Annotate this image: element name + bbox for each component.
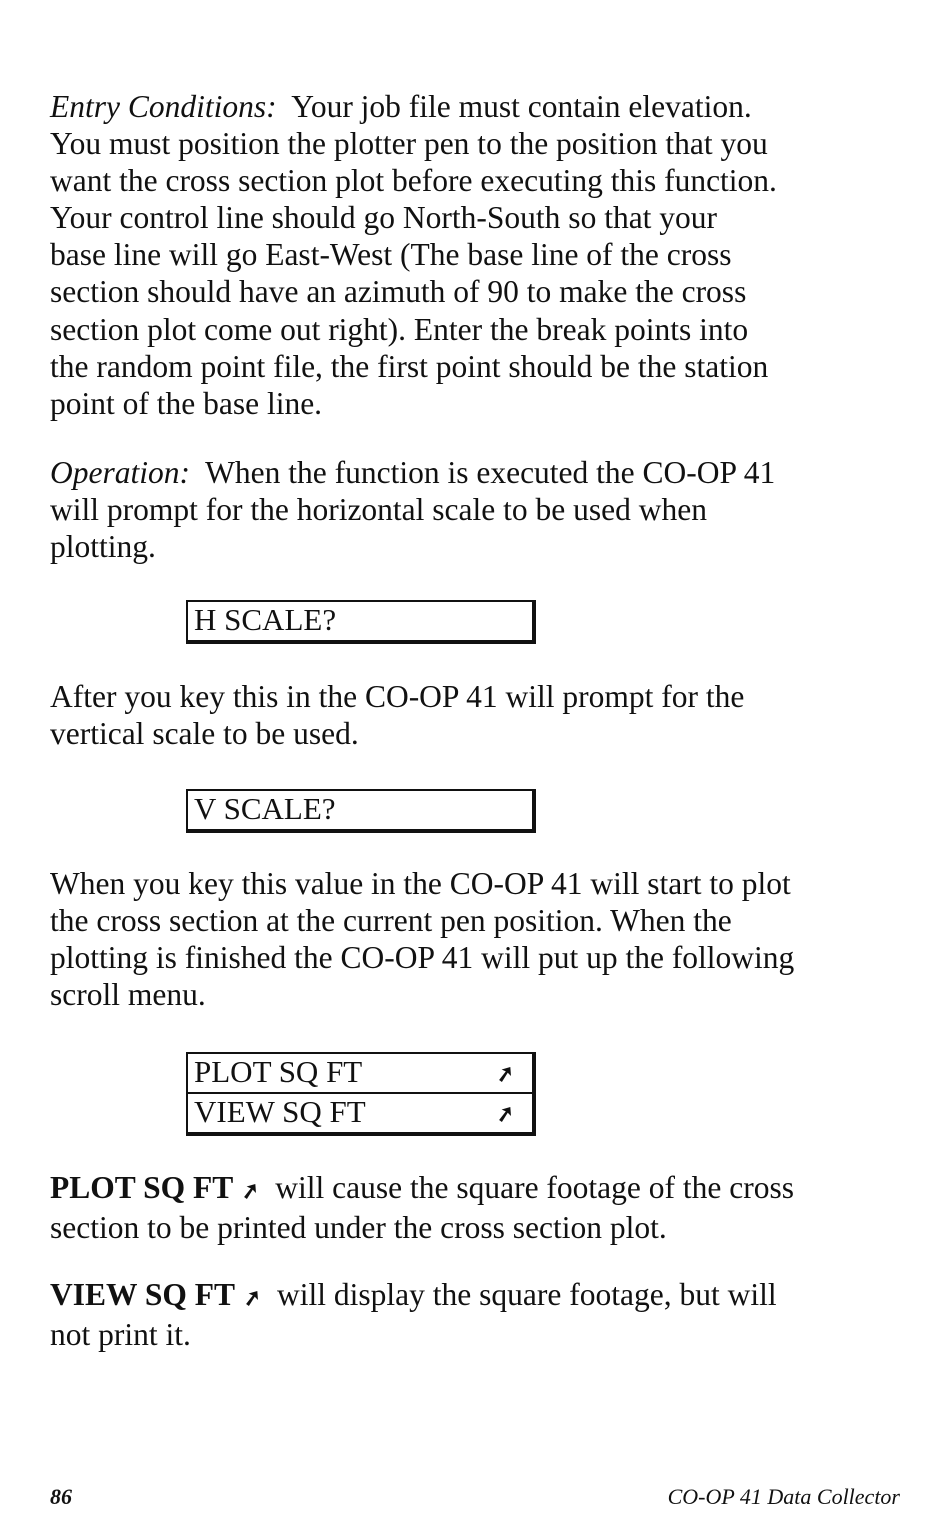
entry-line-6: section should have an azimuth of 90 to make the cross: [50, 274, 747, 310]
operation-label: Operation:: [50, 455, 190, 490]
enter-arrow-icon: ➚: [493, 1059, 516, 1088]
entry-conditions-paragraph: [50, 88, 920, 422]
when-key-line-1: When you key this value in the CO-OP 41 will start to plot: [50, 866, 791, 901]
view-sq-ft-term: VIEW SQ FT: [50, 1277, 235, 1312]
h-scale-display: [186, 600, 536, 644]
running-footer-title: CO-OP 41 Data Collector: [667, 1484, 900, 1509]
entry-line-7: section plot come out right). Enter the break points into: [50, 311, 749, 347]
entry-line-3: want the cross section plot before executing this function.: [50, 163, 777, 199]
view-sq-ft-description: [50, 1276, 920, 1353]
entry-line-5: base line will go East-West (The base line of the cross: [50, 237, 732, 273]
entry-conditions-label: Entry Conditions:: [50, 89, 277, 124]
plot-desc-line-2: section to be printed under the cross section plot.: [50, 1210, 667, 1246]
when-key-paragraph: [50, 865, 920, 1013]
view-desc-line-2: not print it.: [50, 1317, 191, 1353]
operation-line-2: will prompt for the horizontal scale to be used when: [50, 492, 707, 528]
operation-line-3: plotting.: [50, 529, 156, 565]
when-key-line-2: the cross section at the current pen position. When the: [50, 903, 732, 939]
plot-desc-line-1: PLOT SQ FT ➚ will cause the square footage of the cross: [50, 1169, 920, 1209]
v-scale-display: [186, 789, 536, 833]
after-key-line-2: vertical scale to be used.: [50, 716, 359, 752]
enter-arrow-icon: ➚: [493, 1099, 516, 1128]
plot-sq-ft-description: [50, 1169, 920, 1246]
menu-item-view-sq-ft: [188, 1092, 532, 1132]
menu-item-plot-sq-ft: [188, 1054, 532, 1092]
enter-arrow-icon: ➚: [239, 1176, 262, 1205]
entry-line-2: You must position the plotter pen to the position that you: [50, 126, 768, 162]
after-key-paragraph: [50, 678, 920, 752]
after-key-line-1: After you key this in the CO-OP 41 will prompt for the: [50, 679, 745, 714]
entry-line-1: Entry Conditions: Your job file must contain elevation.: [50, 89, 752, 124]
h-scale-prompt: H SCALE?: [194, 602, 337, 637]
entry-line-8: the random point file, the first point should be the station: [50, 348, 769, 384]
enter-arrow-icon: ➚: [240, 1283, 264, 1312]
entry-line-9: point of the base line.: [50, 385, 323, 421]
operation-paragraph: [50, 454, 920, 565]
menu-item-label: PLOT SQ FT: [194, 1054, 363, 1089]
menu-item-label: VIEW SQ FT: [194, 1094, 366, 1129]
scroll-menu-display: [186, 1052, 536, 1136]
operation-line-1: Operation: When the function is executed the CO-OP 41: [50, 455, 776, 490]
when-key-line-3: plotting is finished the CO-OP 41 will put up the following: [50, 940, 795, 976]
entry-line-4: Your control line should go North-South so that your: [50, 200, 718, 236]
when-key-line-4: scroll menu.: [50, 977, 206, 1013]
v-scale-prompt: V SCALE?: [194, 791, 336, 826]
plot-sq-ft-term: PLOT SQ FT: [50, 1170, 234, 1205]
page-number: 86: [50, 1484, 72, 1509]
view-desc-line-1: VIEW SQ FT ➚ will display the square footage, but will: [50, 1276, 920, 1316]
